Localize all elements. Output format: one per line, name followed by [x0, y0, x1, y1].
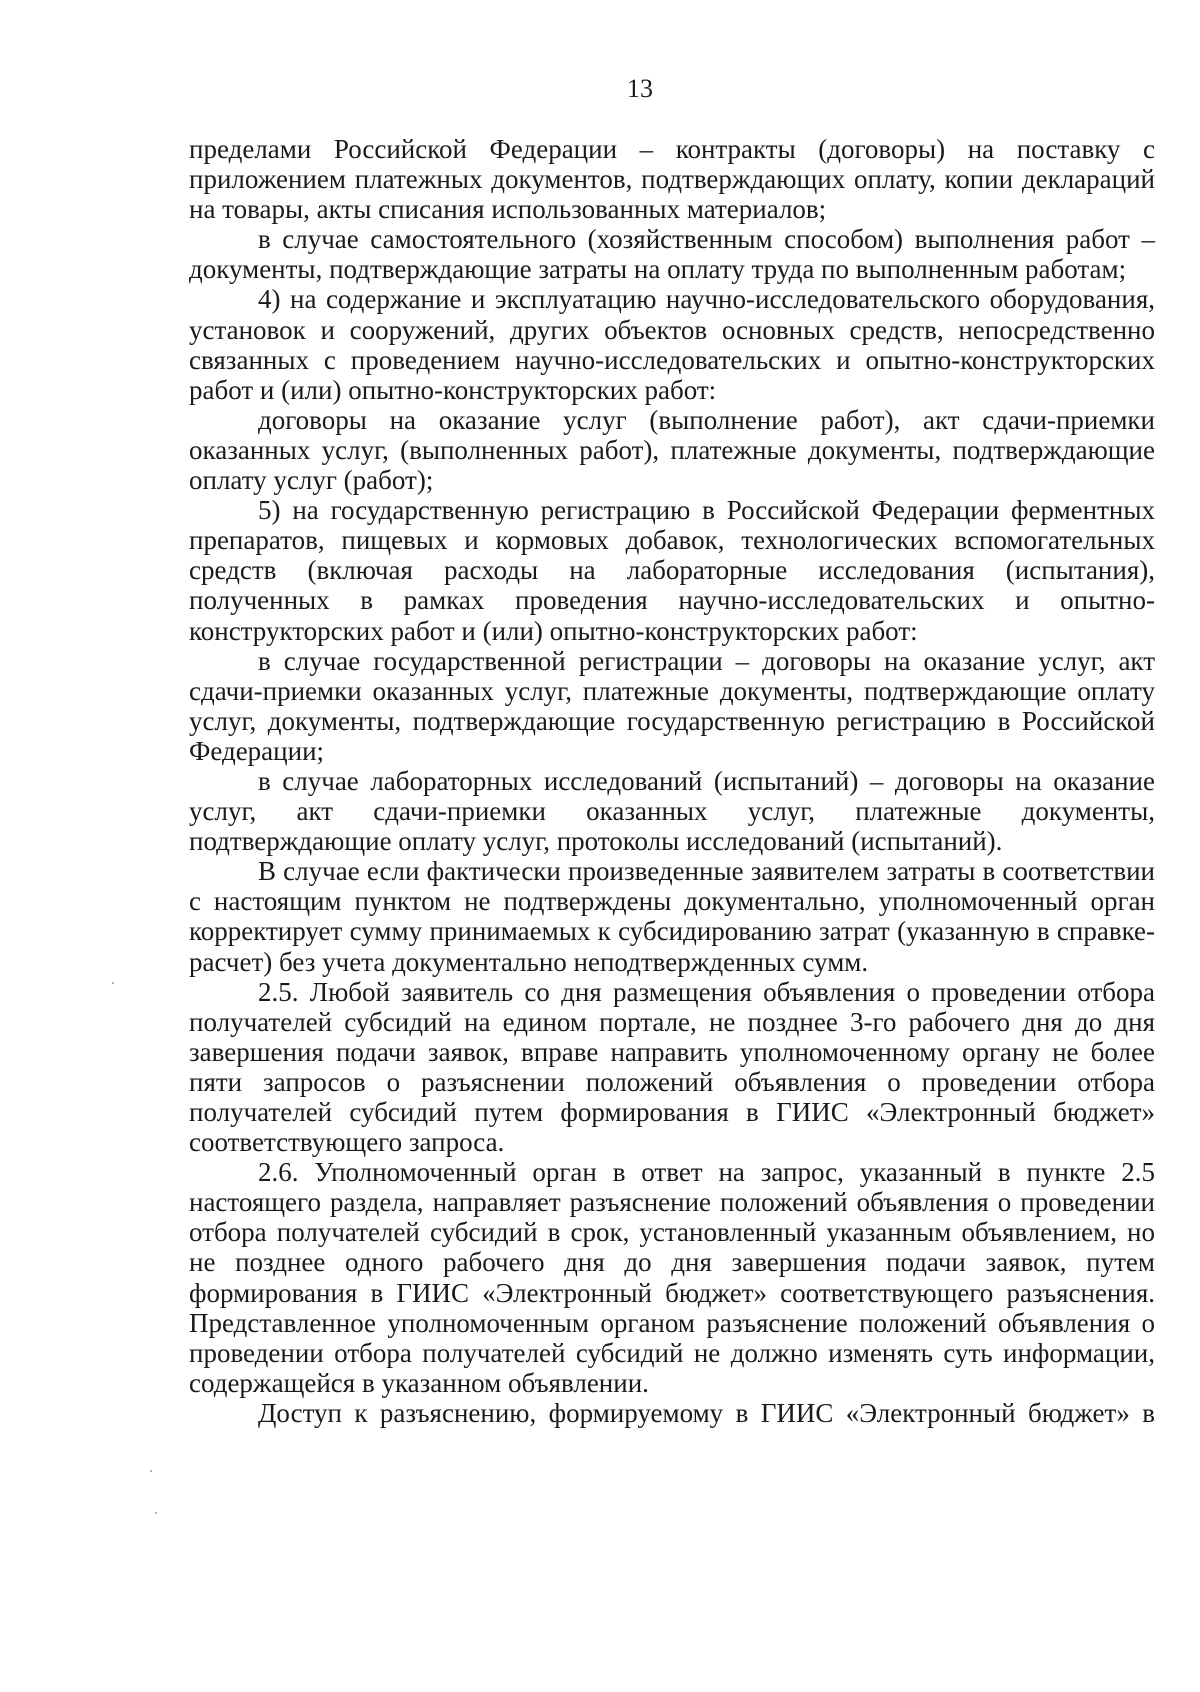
paragraph: в случае лабораторных исследований (испытаний) – договоры на оказание услуг, акт сдачи-приемки оказанных услуг, платежные документы, подтверждающие оплату услуг, протоколы исследований (испытаний). [189, 765, 1155, 857]
paragraph: 5) на государственную регистрацию в Российской Федерации ферментных препаратов, пищевых и кормовых добавок, технологических вспомогательных средств (включая расходы на лабораторные исследования (испытания), полученных в рамках проведения научно-исследовательских и опытно-конструкторских работ и (или) опытно-конструкторских работ: [189, 495, 1155, 646]
scan-speck [155, 1512, 157, 1514]
scan-speck [150, 1470, 152, 1472]
page-number: 13 [627, 74, 653, 103]
scan-speck [112, 982, 114, 984]
document-body [189, 134, 1155, 1428]
paragraph: в случае самостоятельного (хозяйственным способом) выполнения работ – документы, подтверждающие затраты на оплату труда по выполненным работам; [189, 224, 1155, 285]
paragraph: договоры на оказание услуг (выполнение работ), акт сдачи-приемки оказанных услуг, (выполненных работ), платежные документы, подтверждающие оплату услуг (работ); [189, 404, 1155, 496]
paragraph: В случае если фактически произведенные заявителем затраты в соответствии с настоящим пунктом не подтверждены документально, уполномоченный орган корректирует сумму принимаемых к субсидированию затрат (указанную в справке-расчет) без учета документально неподтвержденных сумм. [189, 856, 1155, 977]
paragraph: пределами Российской Федерации – контракты (договоры) на поставку с приложением платежных документов, подтверждающих оплату, копии деклараций на товары, акты списания использованных материалов; [189, 134, 1155, 225]
paragraph: в случае государственной регистрации – договоры на оказание услуг, акт сдачи-приемки оказанных услуг, платежные документы, подтверждающие оплату услуг, документы, подтверждающие государственную регистрацию в Российской Федерации; [189, 645, 1155, 766]
paragraph-last-line: Доступ к разъяснению, формируемому в ГИИС «Электронный бюджет» в [258, 1397, 1155, 1428]
paragraph: 2.5. Любой заявитель со дня размещения объявления о проведении отбора получателей субсидий на едином портале, не позднее 3-го рабочего дня до дня завершения подачи заявок, вправе направить уполномоченному органу не более пяти запросов о разъяснении положений объявления о проведении отбора получателей субсидий путем формирования в ГИИС «Электронный бюджет» соответствующего запроса. [189, 976, 1155, 1158]
paragraph: 2.6. Уполномоченный орган в ответ на запрос, указанный в пункте 2.5 настоящего раздела, направляет разъяснение положений объявления о проведении отбора получателей субсидий в срок, установленный указанным объявлением, но не позднее одного рабочего дня до дня завершения подачи заявок, путем формирования в ГИИС «Электронный бюджет» соответствующего разъяснения. Представленное уполномоченным органом разъяснение положений объявления о проведении отбора получателей субсидий не должно изменять суть информации, содержащейся в указанном объявлении. [189, 1157, 1155, 1398]
paragraph: 4) на содержание и эксплуатацию научно-исследовательского оборудования, установок и сооружений, других объектов основных средств, непосредственно связанных с проведением научно-исследовательских и опытно-конструкторских работ и (или) опытно-конструкторских работ: [189, 284, 1155, 405]
